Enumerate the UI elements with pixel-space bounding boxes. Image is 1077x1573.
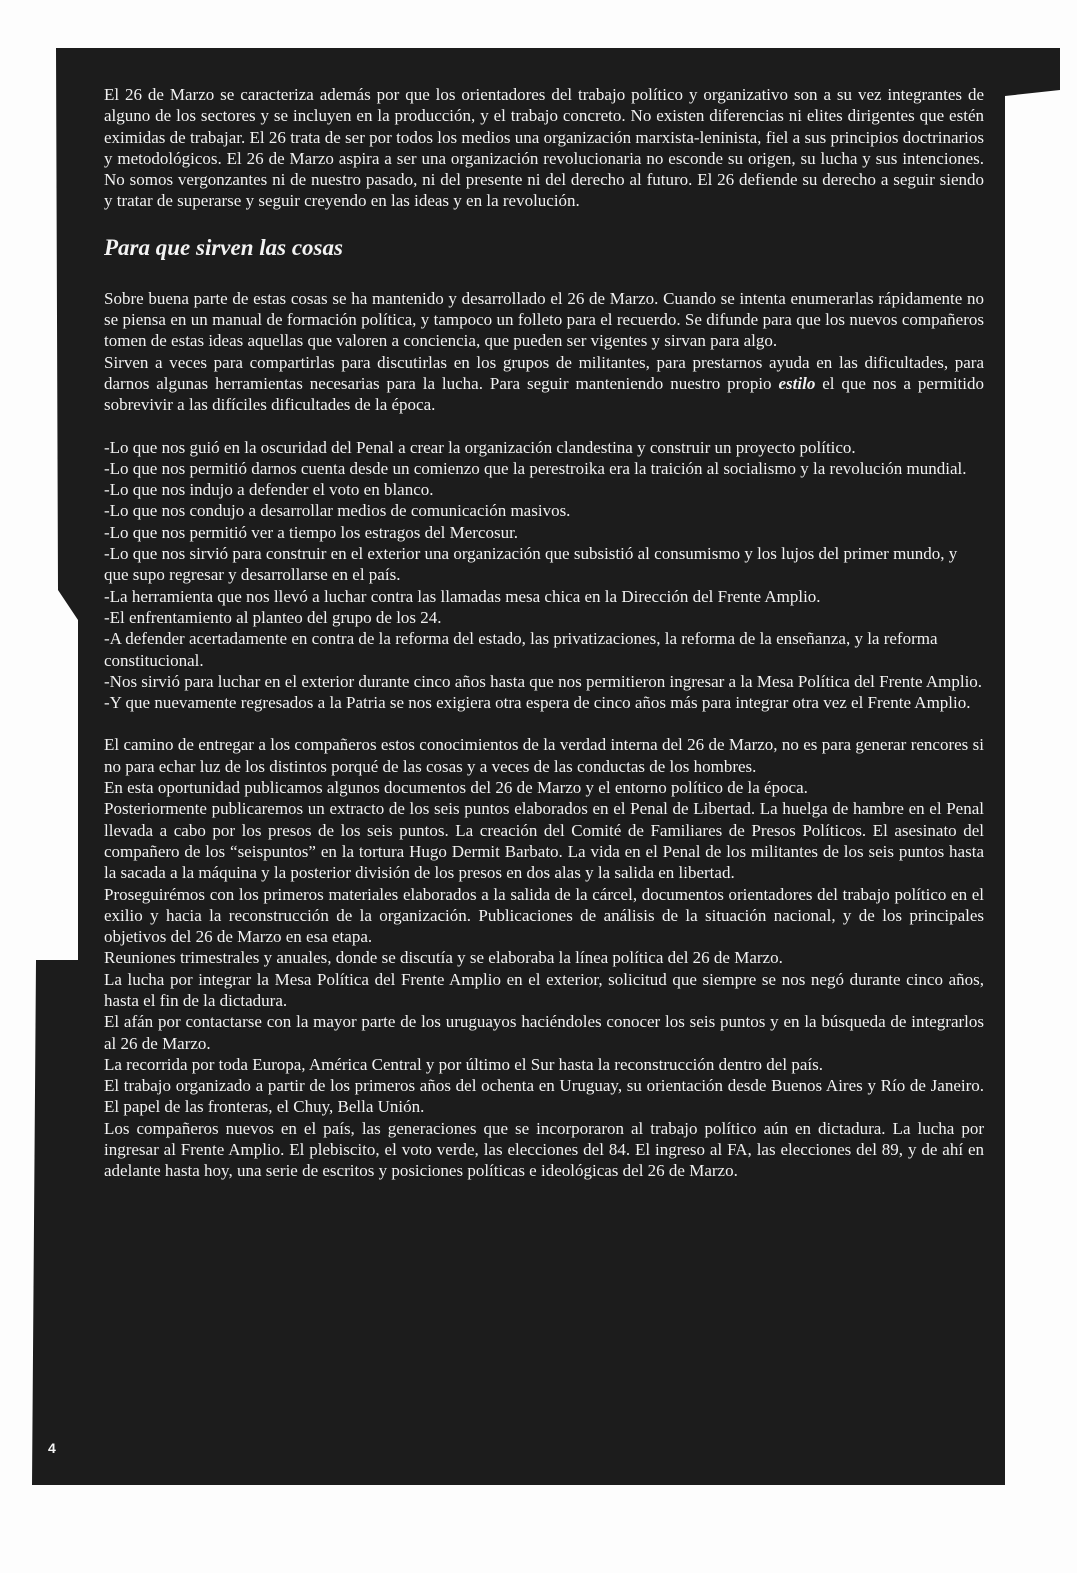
list-item: -La herramienta que nos llevó a luchar contra las llamadas mesa chica en la Dirección del Frente Amplio. bbox=[104, 586, 821, 606]
closing-paragraph: Posteriormente publicaremos un extracto de los seis puntos elaborados en el Penal de Libertad. La huelga de hambre en el Penal llevada a cabo por los presos de los seis puntos. La creación del Comité de Familiares de Presos Políticos. El asesinato del compañero de los “seispuntos” en la tortura Hugo Dermit Barbato. La vida en el Penal de los militantes de los seis puntos hasta la sacada a la máquina y la posterior división de los presos en dos alas y la salida en libertad. bbox=[104, 799, 984, 883]
list-item: -Lo que nos permitió darnos cuenta desde un comienzo que la perestroika era la traición al socialismo y la revolución mundial. bbox=[104, 458, 967, 478]
closing-paragraph: En esta oportunidad publicamos algunos documentos del 26 de Marzo y el entorno político de la época. bbox=[104, 778, 808, 798]
list-item: -Lo que nos permitió ver a tiempo los estragos del Mercosur. bbox=[104, 522, 519, 542]
closing-paragraph: Los compañeros nuevos en el país, las generaciones que se incorporaron al trabajo político aún en dictadura. La lucha por ingresar al Frente Amplio. El plebiscito, el voto verde, las elecciones del 84. El ingreso al FA, las elecciones del 89, y de ahí en adelante hasta hoy, una serie de escritos y posiciones políticas e ideológicas del 26 de Marzo. bbox=[104, 1118, 984, 1181]
emphasis-estilo: estilo bbox=[778, 373, 816, 393]
list-item: -Lo que nos indujo a defender el voto en blanco. bbox=[104, 480, 434, 500]
closing-paragraph: Reuniones trimestrales y anuales, donde se discutía y se elaboraba la línea política del 26 de Marzo. bbox=[104, 948, 783, 968]
spacer bbox=[104, 713, 984, 734]
list-item: -Lo que nos sirvió para construir en el exterior una organización que subsistió al consumismo y los lujos del primer mundo, y que supo regresar y desarrollarse en el país. bbox=[104, 544, 958, 585]
list-item: -Y que nuevamente regresados a la Patria se nos exigiera otra espera de cinco años más para integrar otra vez el Frente Amplio. bbox=[104, 693, 971, 713]
closing-paragraph: Proseguirémos con los primeros materiales elaborados a la salida de la cárcel, documentos orientadores del trabajo político en el exilio y hacia la reconstrucción de la organización. Publicaciones de análisis de la situación nacional, y de los principales objetivos del 26 de Marzo en esa etapa. bbox=[104, 884, 984, 947]
intro-paragraph: El 26 de Marzo se caracteriza además por que los orientadores del trabajo político y organizativo son a su vez integrantes de alguno de los sectores y se incluyen en la producción, y el trabajo concreto. No existen diferencias ni elites dirigentes que estén eximidas de trabajar. El 26 trata de ser por todos los medios una organización marxista-leninista, fiel a sus principios doctrinarios y metodológicos. El 26 de Marzo aspira a ser una organización revolucionaria no esconde su origen, su lucha y sus intenciones. No somos vergonzantes ni de nuestro pasado, ni del presente ni del derecho al futuro. El 26 defiende su derecho a seguir siendo y tratar de superarse y seguir creyendo en las ideas y en la revolución. bbox=[104, 85, 984, 211]
closing-paragraph: El afán por contactarse con la mayor parte de los uruguayos haciéndoles conocer los seis puntos y en la búsqueda de integrarlos al 26 de Marzo. bbox=[104, 1012, 984, 1053]
section-paragraph-1: Sobre buena parte de estas cosas se ha mantenido y desarrollado el 26 de Marzo. Cuando se intenta enumerarlas rápidamente no se piensa en un manual de formación política, y tampoco un folleto para el recuerdo. Se difunde para que los nuevos compañeros tomen de estas ideas aquellas que valoren a conciencia, que pueden ser vigentes y sirvan para algo. bbox=[104, 288, 984, 351]
list-item: -A defender acertadamente en contra de la reforma del estado, las privatizaciones, la reforma de la enseñanza, y la reforma constitucional. bbox=[104, 629, 938, 670]
page-number: 4 bbox=[48, 1440, 56, 1456]
list-item: -El enfrentamiento al planteo del grupo de los 24. bbox=[104, 607, 442, 627]
list-item: -Lo que nos condujo a desarrollar medios de comunicación masivos. bbox=[104, 501, 571, 521]
page-content bbox=[104, 84, 984, 1182]
spacer bbox=[104, 416, 984, 437]
section-paragraph-2 bbox=[104, 352, 984, 416]
closing-paragraph: La lucha por integrar la Mesa Política del Frente Amplio en el exterior, solicitud que siempre se nos negó durante cinco años, hasta el fin de la dictadura. bbox=[104, 969, 984, 1010]
closing-paragraph: El trabajo organizado a partir de los primeros años del ochenta en Uruguay, su orientación desde Buenos Aires y Río de Janeiro. El papel de las fronteras, el Chuy, Bella Unión. bbox=[104, 1076, 984, 1117]
reasons-list bbox=[104, 437, 984, 714]
closing-paragraph: La recorrida por toda Europa, América Central y por último el Sur hasta la reconstrucción dentro del país. bbox=[104, 1054, 823, 1074]
section-paragraph-2-before: Sirven a veces para compartirlas para discutirlas en los grupos de militantes, para prestarnos ayuda en las dificultades, para darnos algunas herramientas necesarias para la lucha. Para seguir manteniendo nuestro propio bbox=[104, 352, 984, 393]
section-heading: Para que sirven las cosas bbox=[104, 234, 343, 260]
section-paragraph-2-after: el que nos a permitido sobrevivir a las difíciles dificultades de la época. bbox=[104, 373, 984, 415]
list-item: -Nos sirvió para luchar en el exterior durante cinco años hasta que nos permitieron ingresar a la Mesa Política del Frente Amplio. bbox=[104, 671, 983, 691]
list-item: -Lo que nos guió en la oscuridad del Penal a crear la organización clandestina y construir un proyecto político. bbox=[104, 437, 856, 457]
closing-section bbox=[104, 734, 984, 1181]
closing-paragraph: El camino de entregar a los compañeros estos conocimientos de la verdad interna del 26 de Marzo, no es para generar rencores si no para echar luz de los distintos porqué de las cosas y a veces de las conductas de los hombres. bbox=[104, 735, 984, 776]
